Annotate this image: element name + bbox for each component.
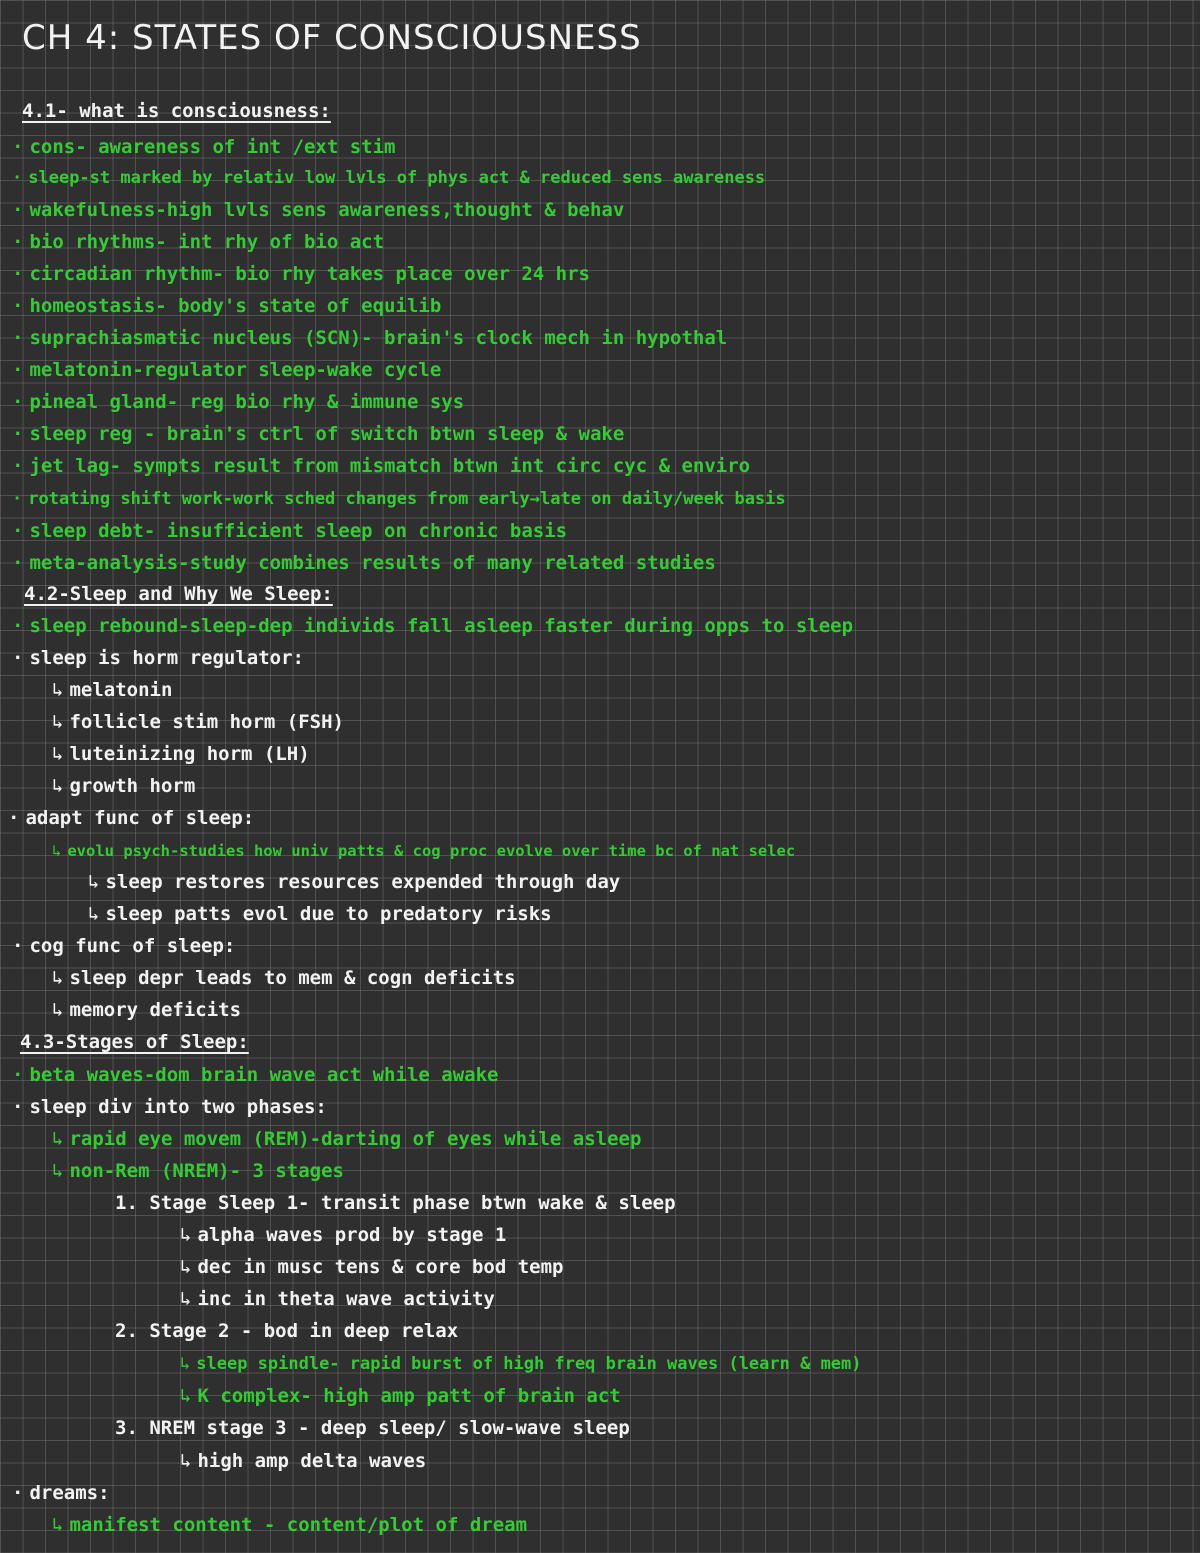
list-item: · sleep is horm regulator:: [12, 643, 304, 673]
bullet-icon: ·: [12, 1096, 24, 1118]
bullet-icon: ·: [12, 295, 24, 317]
list-item: · sleep reg - brain's ctrl of switch btwn sleep & wake: [12, 419, 624, 449]
bullet-icon: ·: [12, 647, 24, 669]
arrow-icon: ↳: [88, 871, 100, 893]
list-item: · adapt func of sleep:: [8, 803, 254, 833]
sub-item: ↳ manifest content - content/plot of dream: [52, 1510, 527, 1540]
bullet-icon: ·: [12, 391, 24, 413]
list-item: · dreams:: [12, 1478, 110, 1508]
arrow-icon: ↳: [180, 1224, 192, 1246]
stage-label: 1. Stage Sleep 1- transit phase btwn wake & sleep: [115, 1192, 676, 1214]
section-heading-4-3: 4.3-Stages of Sleep:: [20, 1031, 249, 1053]
bullet-icon: ·: [12, 935, 24, 957]
sub-item: ↳ alpha waves prod by stage 1: [180, 1220, 506, 1250]
sub-item: ↳ non-Rem (NREM)- 3 stages: [52, 1156, 344, 1186]
sub-item: ↳ melatonin: [52, 675, 172, 705]
list-item: · jet lag- sympts result from mismatch btwn int circ cyc & enviro: [12, 451, 750, 481]
list-item: · sleep rebound-sleep-dep individs fall asleep faster during opps to sleep: [12, 611, 853, 641]
arrow-icon: ↳: [52, 1160, 64, 1182]
sub-item: ↳ growth horm: [52, 771, 195, 801]
bullet-icon: ·: [12, 199, 24, 221]
page-title: CH 4: STATES OF CONSCIOUSNESS: [22, 18, 642, 58]
bullet-icon: ·: [12, 359, 24, 381]
arrow-icon: ↳: [52, 1128, 64, 1150]
bullet-icon: ·: [12, 168, 23, 188]
list-item: · sleep div into two phases:: [12, 1092, 327, 1122]
arrow-icon: ↳: [180, 1354, 191, 1374]
bullet-icon: ·: [12, 520, 24, 542]
list-item: · homeostasis- body's state of equilib: [12, 291, 441, 321]
arrow-icon: ↳: [52, 775, 64, 797]
stage-label: 3. NREM stage 3 - deep sleep/ slow-wave sleep: [115, 1417, 630, 1439]
list-item: · suprachiasmatic nucleus (SCN)- brain's clock mech in hypothal: [12, 323, 727, 353]
arrow-icon: ↳: [52, 679, 64, 701]
sub-item: ↳ high amp delta waves: [180, 1446, 426, 1476]
sub-item: ↳ memory deficits: [52, 995, 241, 1025]
bullet-icon: ·: [12, 263, 24, 285]
arrow-icon: ↳: [52, 999, 64, 1021]
section-heading-4-1: 4.1- what is consciousness:: [22, 100, 331, 122]
arrow-icon: ↳: [180, 1256, 192, 1278]
arrow-icon: ↳: [88, 903, 100, 925]
arrow-icon: ↳: [52, 1514, 64, 1536]
bullet-icon: ·: [12, 489, 23, 509]
sub-item: ↳ luteinizing horm (LH): [52, 739, 310, 769]
arrow-icon: ↳: [52, 711, 64, 733]
arrow-icon: ↳: [180, 1385, 192, 1407]
list-item: · sleep debt- insufficient sleep on chronic basis: [12, 516, 567, 546]
sub-item: ↳ inc in theta wave activity: [180, 1284, 495, 1314]
list-item: · melatonin-regulator sleep-wake cycle: [12, 355, 441, 385]
bullet-icon: ·: [12, 423, 24, 445]
sub-item: ↳ rapid eye movem (REM)-darting of eyes while asleep: [52, 1124, 641, 1154]
list-item: · circadian rhythm- bio rhy takes place over 24 hrs: [12, 259, 590, 289]
bullet-icon: ·: [12, 1482, 24, 1504]
sub-item: ↳ dec in musc tens & core bod temp: [180, 1252, 564, 1282]
arrow-icon: ↳: [180, 1288, 192, 1310]
list-item: · wakefulness-high lvls sens awareness,thought & behav: [12, 195, 624, 225]
section-heading-4-2: 4.2-Sleep and Why We Sleep:: [24, 583, 333, 605]
bullet-icon: ·: [12, 455, 24, 477]
list-item: · rotating shift work-work sched changes from early→late on daily/week basis: [12, 484, 786, 514]
sub-item: ↳ sleep restores resources expended through day: [88, 867, 620, 897]
list-item: · pineal gland- reg bio rhy & immune sys: [12, 387, 464, 417]
sub-item: ↳ evolu psych-studies how univ patts & cog proc evolve over time bc of nat selec: [52, 836, 795, 866]
list-item: · sleep-st marked by relativ low lvls of phys act & reduced sens awareness: [12, 163, 765, 193]
sub-item: ↳ K complex- high amp patt of brain act: [180, 1381, 621, 1411]
arrow-icon: ↳: [52, 842, 62, 860]
bullet-icon: ·: [8, 807, 20, 829]
sub-item: ↳ sleep spindle- rapid burst of high freq brain waves (learn & mem): [180, 1349, 862, 1379]
list-item: · cog func of sleep:: [12, 931, 235, 961]
sub-item: ↳ sleep patts evol due to predatory risks: [88, 899, 552, 929]
bullet-icon: ·: [12, 231, 24, 253]
sub-item: ↳ sleep depr leads to mem & cogn deficits: [52, 963, 516, 993]
bullet-icon: ·: [12, 1064, 24, 1086]
arrow-icon: ↳: [180, 1450, 192, 1472]
sub-item: ↳ follicle stim horm (FSH): [52, 707, 344, 737]
stage-label: 2. Stage 2 - bod in deep relax: [115, 1320, 459, 1342]
arrow-icon: ↳: [52, 967, 64, 989]
bullet-icon: ·: [12, 552, 24, 574]
bullet-icon: ·: [12, 136, 24, 158]
list-item: · beta waves-dom brain wave act while awake: [12, 1060, 498, 1090]
bullet-icon: ·: [12, 615, 24, 637]
list-item: · bio rhythms- int rhy of bio act: [12, 227, 384, 257]
bullet-icon: ·: [12, 327, 24, 349]
list-item: · meta-analysis-study combines results of many related studies: [12, 548, 716, 578]
list-item: · cons- awareness of int /ext stim: [12, 132, 396, 162]
arrow-icon: ↳: [52, 743, 64, 765]
